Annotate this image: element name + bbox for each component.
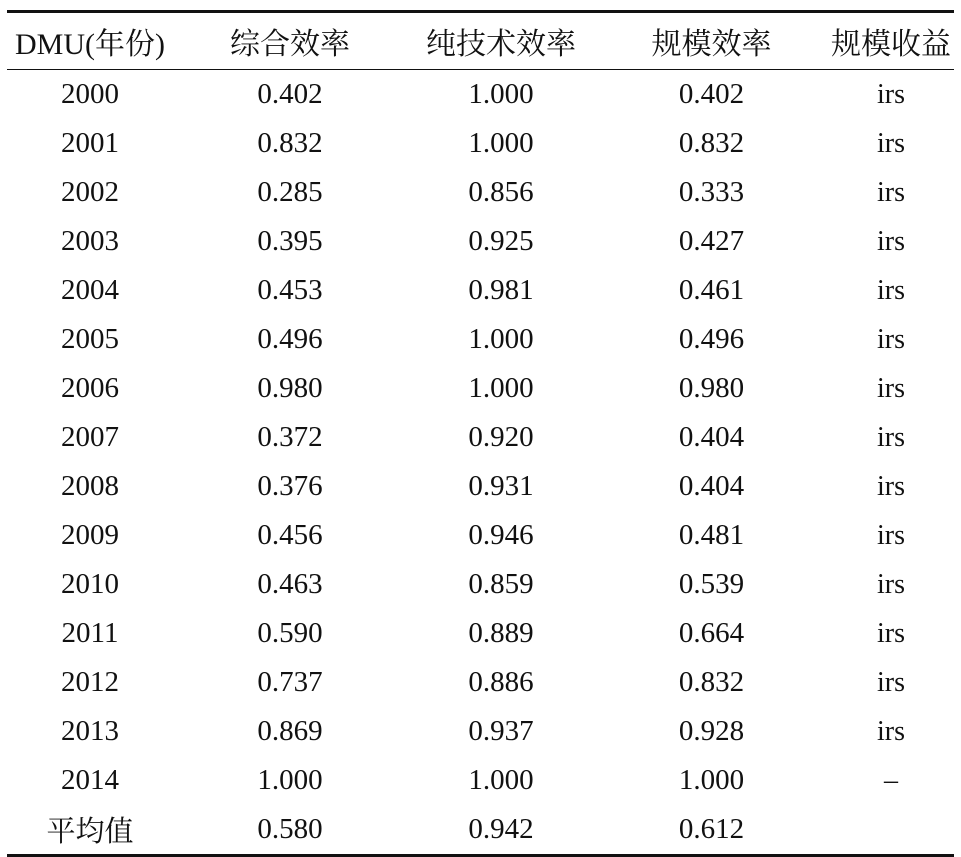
- cell-year: 2008: [61, 470, 119, 502]
- cell-pure-technical-efficiency: 0.859: [468, 568, 534, 600]
- cell-overall-efficiency: 1.000: [257, 764, 323, 796]
- cell-year: 平均值: [46, 816, 134, 848]
- cell-returns-to-scale: irs: [877, 78, 905, 110]
- cell-year: 2009: [61, 519, 119, 551]
- cell-year: 2012: [61, 666, 119, 698]
- header-returns-to-scale: 规模收益: [828, 12, 954, 70]
- table-row: [7, 560, 954, 609]
- table-row: [7, 119, 954, 168]
- cell-overall-efficiency: 0.402: [257, 78, 323, 110]
- header-scale-efficiency: 规模效率: [595, 12, 828, 70]
- cell-year: 2013: [61, 715, 119, 747]
- cell-pure-technical-efficiency: 0.925: [468, 225, 534, 257]
- header-pure-technical-efficiency: 纯技术效率: [407, 12, 595, 70]
- cell-scale-efficiency: 0.404: [678, 470, 745, 502]
- table-row: [7, 658, 954, 707]
- cell-year: 2010: [61, 568, 119, 600]
- cell-pure-technical-efficiency: 0.942: [468, 813, 534, 845]
- cell-scale-efficiency: 0.333: [678, 176, 745, 208]
- cell-scale-efficiency: 0.980: [678, 372, 745, 404]
- cell-scale-efficiency: 0.539: [678, 568, 745, 600]
- cell-returns-to-scale: –: [884, 764, 898, 796]
- cell-year: 2011: [61, 617, 119, 649]
- cell-scale-efficiency: 0.612: [678, 813, 745, 845]
- cell-returns-to-scale: irs: [877, 225, 905, 257]
- cell-returns-to-scale: irs: [877, 666, 905, 698]
- table-row: [7, 805, 954, 856]
- cell-pure-technical-efficiency: 1.000: [468, 764, 534, 796]
- cell-overall-efficiency: 0.580: [257, 813, 323, 845]
- cell-scale-efficiency: 0.664: [678, 617, 745, 649]
- cell-pure-technical-efficiency: 0.886: [468, 666, 534, 698]
- cell-overall-efficiency: 0.832: [257, 127, 323, 159]
- cell-year: 2005: [61, 323, 119, 355]
- cell-returns-to-scale: irs: [877, 274, 905, 306]
- header-overall-efficiency: 综合效率: [173, 12, 407, 70]
- cell-pure-technical-efficiency: 1.000: [468, 372, 534, 404]
- efficiency-table-container: [7, 10, 954, 857]
- cell-pure-technical-efficiency: 1.000: [468, 323, 534, 355]
- table-row: [7, 364, 954, 413]
- cell-scale-efficiency: 0.402: [678, 78, 745, 110]
- cell-overall-efficiency: 0.285: [257, 176, 323, 208]
- cell-returns-to-scale: irs: [877, 323, 905, 355]
- cell-overall-efficiency: 0.590: [257, 617, 323, 649]
- cell-overall-efficiency: 0.496: [257, 323, 323, 355]
- cell-year: 2006: [61, 372, 119, 404]
- cell-overall-efficiency: 0.980: [257, 372, 323, 404]
- cell-year: 2000: [61, 78, 119, 110]
- table-row: [7, 70, 954, 120]
- cell-pure-technical-efficiency: 0.856: [468, 176, 534, 208]
- cell-returns-to-scale: irs: [877, 176, 905, 208]
- table-row: [7, 462, 954, 511]
- cell-overall-efficiency: 0.869: [257, 715, 323, 747]
- header-dmu-year: DMU(年份): [7, 12, 173, 70]
- table-row: [7, 413, 954, 462]
- cell-scale-efficiency: 0.496: [678, 323, 745, 355]
- cell-pure-technical-efficiency: 0.931: [468, 470, 534, 502]
- cell-returns-to-scale: irs: [877, 715, 905, 747]
- cell-pure-technical-efficiency: 0.920: [468, 421, 534, 453]
- cell-returns-to-scale: irs: [877, 519, 905, 551]
- cell-returns-to-scale: irs: [877, 127, 905, 159]
- cell-scale-efficiency: 0.461: [678, 274, 745, 306]
- table-row: [7, 266, 954, 315]
- cell-scale-efficiency: 0.427: [678, 225, 745, 257]
- cell-overall-efficiency: 0.737: [257, 666, 323, 698]
- cell-returns-to-scale: irs: [877, 372, 905, 404]
- table-row: [7, 168, 954, 217]
- cell-pure-technical-efficiency: 0.889: [468, 617, 534, 649]
- cell-year: 2002: [61, 176, 119, 208]
- cell-scale-efficiency: 0.832: [678, 127, 745, 159]
- cell-pure-technical-efficiency: 0.981: [468, 274, 534, 306]
- table-row: [7, 315, 954, 364]
- cell-overall-efficiency: 0.453: [257, 274, 323, 306]
- cell-scale-efficiency: 0.928: [678, 715, 745, 747]
- cell-returns-to-scale: irs: [877, 617, 905, 649]
- cell-year: 2007: [61, 421, 119, 453]
- cell-scale-efficiency: 0.832: [678, 666, 745, 698]
- cell-returns-to-scale: irs: [877, 568, 905, 600]
- cell-year: 2003: [61, 225, 119, 257]
- table-row: [7, 756, 954, 805]
- cell-pure-technical-efficiency: 1.000: [468, 78, 534, 110]
- cell-overall-efficiency: 0.376: [257, 470, 323, 502]
- cell-year: 2004: [61, 274, 119, 306]
- table-body: [7, 70, 954, 856]
- table-row: [7, 707, 954, 756]
- cell-returns-to-scale: [828, 805, 954, 856]
- cell-pure-technical-efficiency: 0.946: [468, 519, 534, 551]
- cell-returns-to-scale: irs: [877, 421, 905, 453]
- header-row: [7, 12, 954, 70]
- table-row: [7, 511, 954, 560]
- cell-overall-efficiency: 0.372: [257, 421, 323, 453]
- table-row: [7, 609, 954, 658]
- cell-scale-efficiency: 0.404: [678, 421, 745, 453]
- table-row: [7, 217, 954, 266]
- cell-scale-efficiency: 1.000: [678, 764, 745, 796]
- cell-year: 2014: [61, 764, 119, 796]
- cell-scale-efficiency: 0.481: [678, 519, 745, 551]
- cell-overall-efficiency: 0.395: [257, 225, 323, 257]
- cell-overall-efficiency: 0.456: [257, 519, 323, 551]
- cell-pure-technical-efficiency: 1.000: [468, 127, 534, 159]
- cell-returns-to-scale: irs: [877, 470, 905, 502]
- cell-overall-efficiency: 0.463: [257, 568, 323, 600]
- cell-pure-technical-efficiency: 0.937: [468, 715, 534, 747]
- efficiency-table: [7, 10, 954, 857]
- table-header: [7, 12, 954, 70]
- cell-year: 2001: [61, 127, 119, 159]
